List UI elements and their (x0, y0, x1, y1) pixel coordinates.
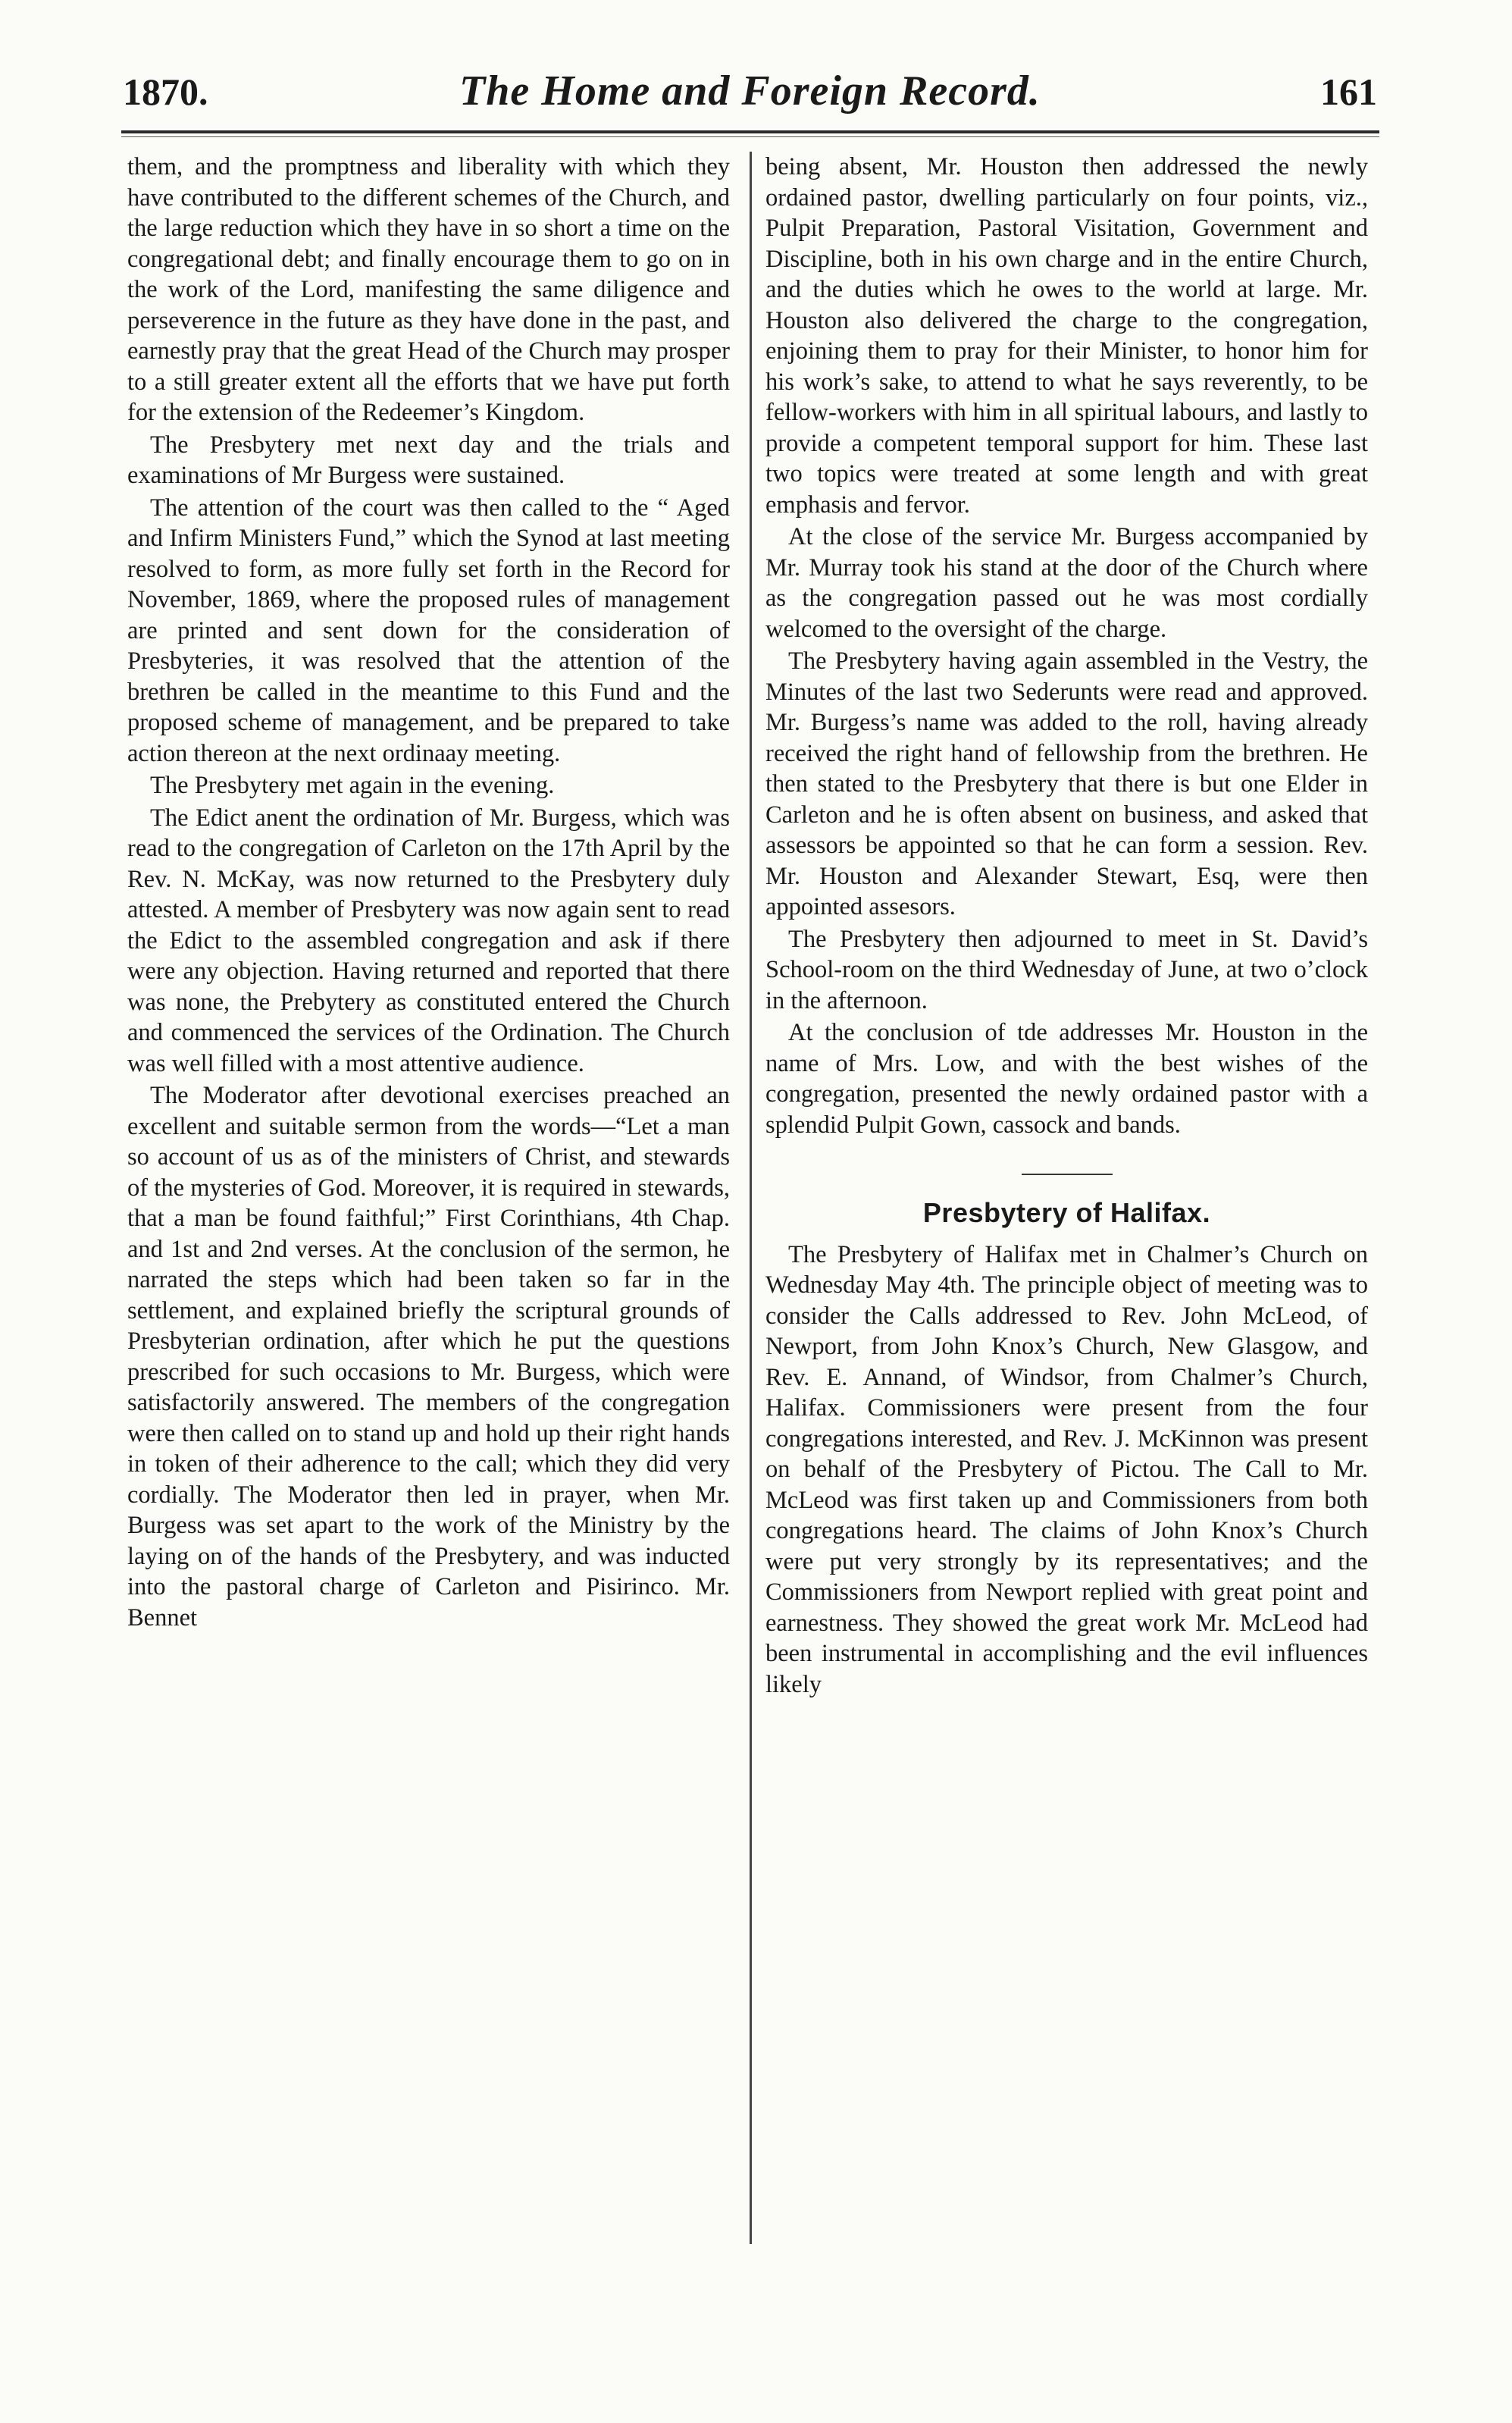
paragraph: The Presbytery of Halifax met in Chalmer’s Church on Wednesday May 4th. The principle object of meeting was to consider the Calls addressed to Rev. John McLeod, of Newport, from John Knox’s Church, New Glasgow, and Rev. E. Annand, of Windsor, from Chalmer’s Church, Halifax. Commissioners were present from the four congregations interested, and Rev. J. McKinnon was present on behalf of the Presbytery of Pictou. The Call to Mr. McLeod was first taken up and Commissioners from both congregations heard. The claims of John Knox’s Church were put very strongly by its representatives; and the Commissioners from Newport replied with great point and earnestness. They showed the great work Mr. McLeod had been instrumental in accomplishing and the evil influences likely (765, 1240, 1368, 1698)
page-number: 161 (1320, 71, 1377, 113)
right-column (765, 152, 1368, 1700)
journal-title: The Home and Foreign Record. (459, 67, 1041, 114)
paragraph: At the conclusion of tde addresses Mr. Houston in the name of Mrs. Low, and with the best wishes of the congregation, presented the newly ordained pastor with a splendid Pulpit Gown, cassock and bands. (765, 1019, 1368, 1139)
paragraph: The Presbytery then adjourned to meet in St. David’s School-room on the third Wednesday of June, at two o’clock in the afternoon. (765, 925, 1368, 1014)
column-divider (750, 152, 752, 2244)
paragraph: The Presbytery met next day and the trials and examinations of Mr Burgess were sustained. (127, 431, 730, 489)
paragraph: At the close of the service Mr. Burgess accompanied by Mr. Murray took his stand at the door of the Church where as the congregation passed out he was most cordially welcomed to the oversight of the charge. (765, 523, 1368, 643)
paragraph: The Presbytery met again in the evening. (150, 772, 555, 799)
paragraph: The attention of the court was then called to the “ Aged and Infirm Ministers Fund,” which the Synod at last meeting resolved to form, as more fully set forth in the Record for November, 1869, where the proposed rules of management are printed and sent down for the consideration of Presbyteries, it was resolved that the attention of the brethren be called in the meantime to this Fund and the proposed scheme of management, and be prepared to take action thereon at the next ordinaay meeting. (127, 494, 730, 767)
section-separator (1022, 1174, 1113, 1175)
paragraph: them, and the promptness and liberality with which they have contributed to the different schemes of the Church, and the large reduction which they have in so short a time on the congregational debt; and finally encourage them to go on in the work of the Lord, manifesting the same diligence and perseverence in the future as they have done in the past, and earnestly pray that the great Head of the Church may prosper to a still greater extent all the efforts that we have put forth for the extension of the Redeemer’s Kingdom. (127, 153, 730, 426)
paragraph: The Edict anent the ordination of Mr. Burgess, which was read to the congregation of Carleton on the 17th April by the Rev. N. McKay, was now returned to the Presbytery duly attested. A member of Presbytery was now again sent to read the Edict to the assembled congregation and ask if there were any objection. Having returned and reported that there was none, the Prebytery as constituted entered the Church and commenced the services of the Ordination. The Church was well filled with a most attentive audience. (127, 804, 730, 1077)
page-header (123, 67, 1377, 123)
header-rule-thin (121, 136, 1379, 137)
paragraph: The Presbytery having again assembled in the Vestry, the Minutes of the last two Sederunts were read and approved. Mr. Burgess’s name was added to the roll, having already received the right hand of fellowship from the brethren. He then stated to the Presbytery that there is but one Elder in Carleton and he is often absent on business, and asked that assessors be appointed so that he can form a session. Rev. Mr. Houston and Alexander Stewart, Esq, were then appointed assesors. (765, 647, 1368, 920)
left-column (127, 152, 730, 1633)
section-heading: Presbytery of Halifax. (922, 1197, 1211, 1228)
paragraph: being absent, Mr. Houston then addressed the newly ordained pastor, dwelling particularly on four points, viz., Pulpit Preparation, Pastoral Visitation, Government and Discipline, both in his own charge and in the entire Church, and the duties which he owes to the world at large. Mr. Houston also delivered the charge to the congregation, enjoining them to pray for their Minister, to honor him for his work’s sake, to attend to what he says reverently, to be fellow-workers with him in all spiritual labours, and lastly to provide a competent temporal support for him. These last two topics were treated at some length and with great emphasis and fervor. (765, 153, 1368, 519)
paragraph: The Moderator after devotional exercises preached an excellent and suitable sermon from the words—“Let a man so account of us as of the ministers of Christ, and stewards of the mysteries of God. Moreover, it is required in stewards, that a man be found faithful;” First Corinthians, 4th Chap. and 1st and 2nd verses. At the conclusion of the sermon, he narrated the steps which had been taken so far in the settlement, and explained briefly the scriptural grounds of Presbyterian ordination, after which he put the questions prescribed for such occasions to Mr. Burgess, which were satisfactorily answered. The members of the congregation were then called on to stand up and hold up their right hands in token of their adherence to the call; which they did very cordially. The Moderator then led in prayer, when Mr. Burgess was set apart to the work of the Ministry by the laying on of the hands of the Presbytery, and was inducted into the pastoral charge of Carleton and Pisirinco. Mr. Bennet (127, 1082, 730, 1632)
header-year: 1870. (123, 71, 208, 113)
header-rule (121, 130, 1379, 133)
